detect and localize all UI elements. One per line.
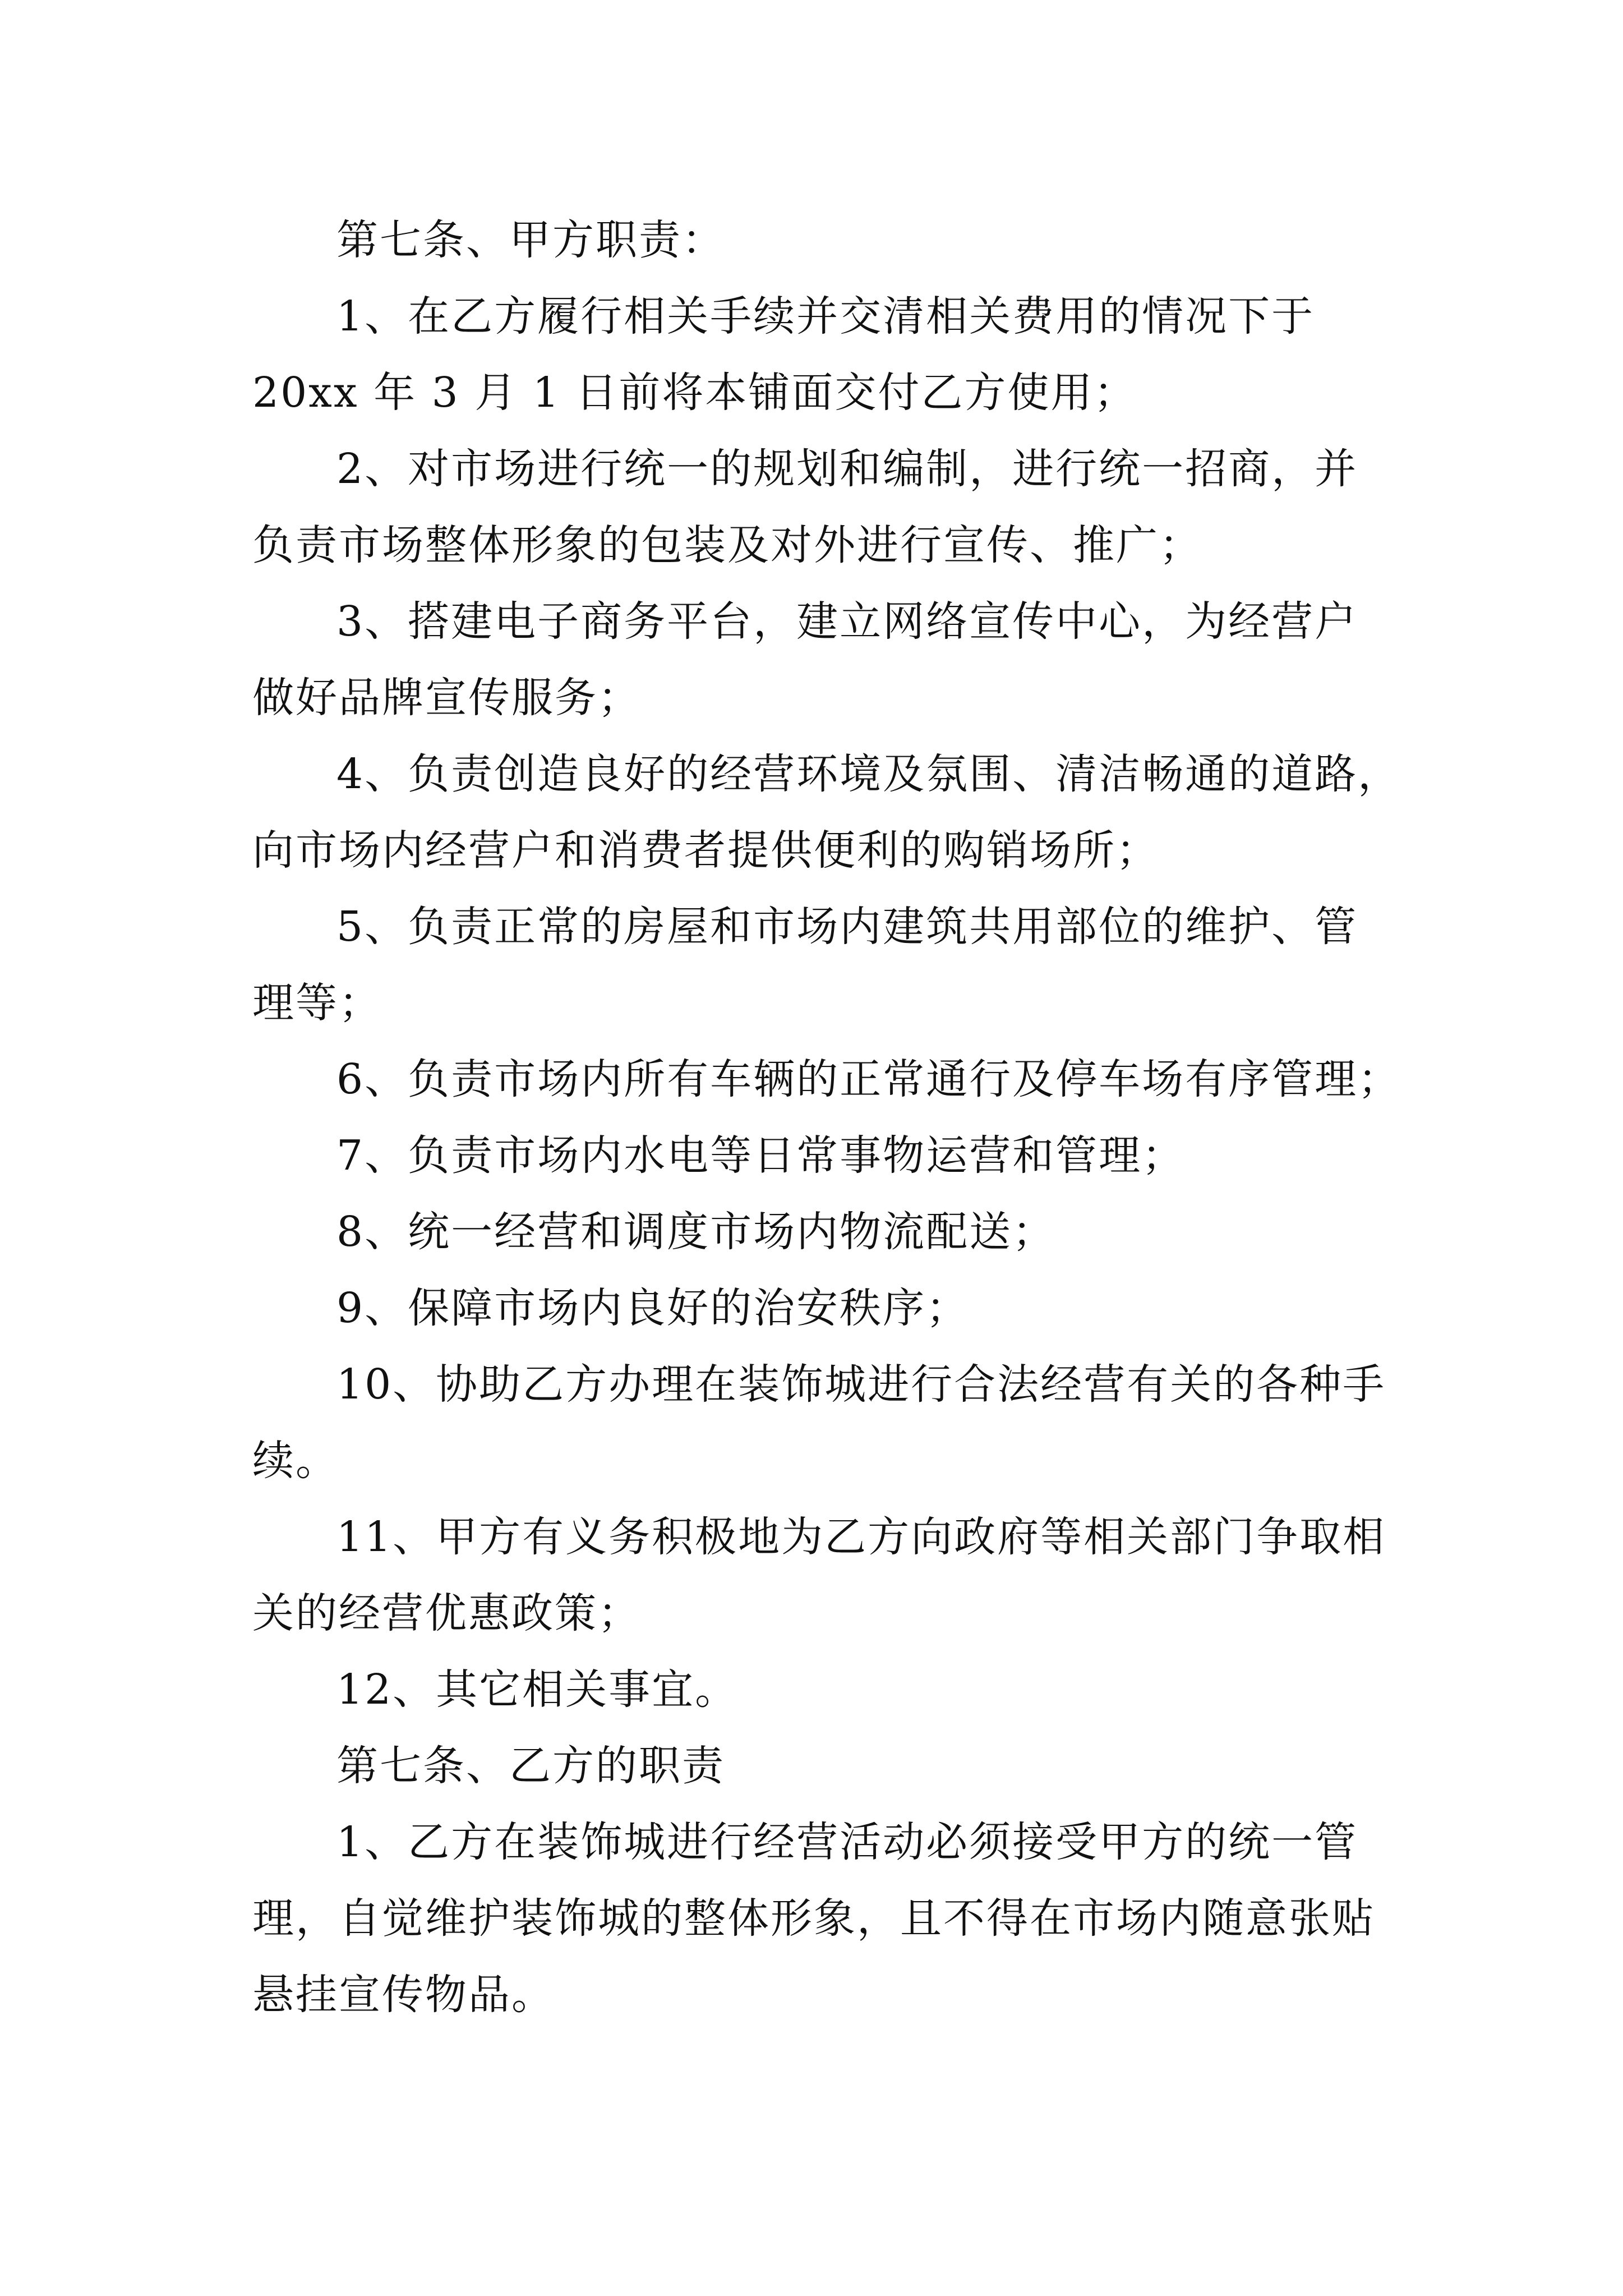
paragraph-line: 做好品牌宣传服务； bbox=[252, 674, 641, 722]
paragraph-line: 7、负责市场内水电等日常事物运营和管理； bbox=[336, 1131, 1186, 1180]
paragraph-line: 5、负责正常的房屋和市场内建筑共用部位的维护、管 bbox=[336, 903, 1358, 951]
paragraph-line: 关的经营优惠政策； bbox=[252, 1589, 641, 1637]
paragraph-line: 3、搭建电子商务平台，建立网络宣传中心，为经营户 bbox=[336, 597, 1358, 646]
paragraph-line: 12、其它相关事宜。 bbox=[336, 1665, 739, 1714]
paragraph-line: 11、甲方有义务积极地为乙方向政府等相关部门争取相 bbox=[336, 1513, 1386, 1561]
paragraph-line: 10、协助乙方办理在装饰城进行合法经营有关的各种手 bbox=[336, 1360, 1386, 1409]
paragraph-line: 2、对市场进行统一的规划和编制，进行统一招商，并 bbox=[336, 445, 1358, 493]
paragraph-line: 6、负责市场内所有车辆的正常通行及停车场有序管理； bbox=[336, 1055, 1401, 1103]
paragraph-line: 理等； bbox=[252, 979, 382, 1027]
paragraph-line: 悬挂宣传物品。 bbox=[252, 1971, 555, 2019]
paragraph-line: 负责市场整体形象的包装及对外进行宣传、推广； bbox=[252, 521, 1202, 569]
document-page bbox=[252, 202, 1401, 2033]
paragraph-line: 理，自觉维护装饰城的整体形象，且不得在市场内随意张贴 bbox=[252, 1894, 1375, 1943]
paragraph-line: 续。 bbox=[252, 1437, 339, 1485]
paragraph-line: 4、负责创造良好的经营环境及氛围、清洁畅通的道路， bbox=[336, 750, 1401, 798]
paragraph-line: 1、在乙方履行相关手续并交清相关费用的情况下于 bbox=[336, 292, 1315, 341]
paragraph-line: 1、乙方在装饰城进行经营活动必须接受甲方的统一管 bbox=[336, 1818, 1358, 1866]
paragraph-line: 20xx 年 3 月 1 日前将本铺面交付乙方使用； bbox=[252, 369, 1137, 417]
paragraph-line: 9、保障市场内良好的治安秩序； bbox=[336, 1284, 970, 1332]
section-heading-party-a: 第七条、甲方职责： bbox=[336, 216, 725, 264]
paragraph-line: 向市场内经营户和消费者提供便利的购销场所； bbox=[252, 826, 1159, 875]
section-heading-party-b: 第七条、乙方的职责 bbox=[336, 1742, 725, 1790]
paragraph-line: 8、统一经营和调度市场内物流配送； bbox=[336, 1208, 1056, 1256]
